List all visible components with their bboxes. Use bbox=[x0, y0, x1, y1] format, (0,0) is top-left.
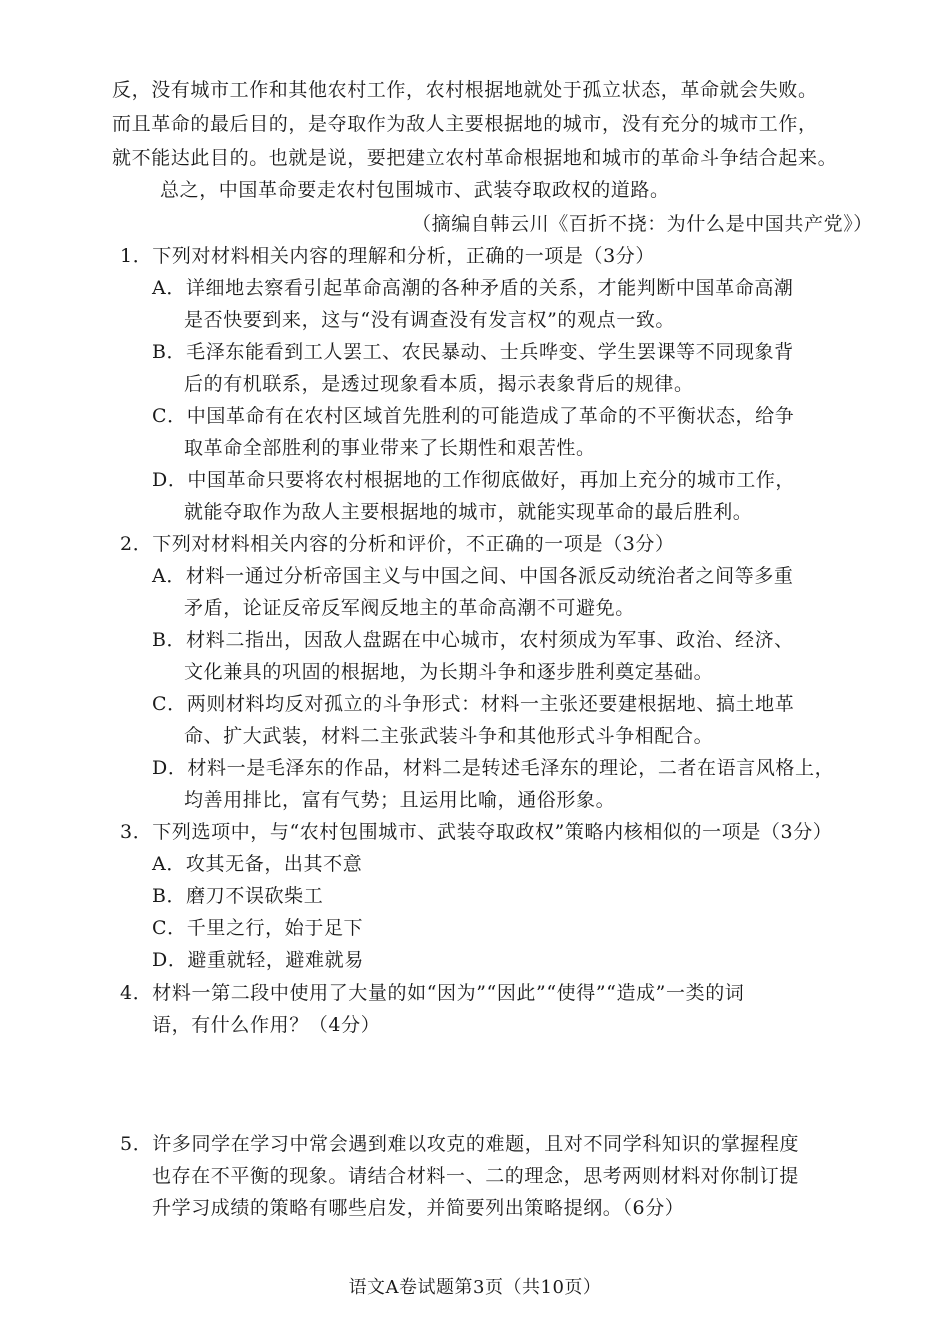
page-footer: 语文A卷试题第3页（共10页） bbox=[348, 1277, 602, 1298]
passage-conclusion: 总之，中国革命要走农村包围城市、武装夺取政权的道路。 bbox=[160, 179, 670, 201]
question-4-stem: 4．材料一第二段中使用了大量的如“因为”“因此”“使得”“造成”一类的词 bbox=[120, 982, 745, 1004]
question-1-stem: 1．下列对材料相关内容的理解和分析，正确的一项是（3分） bbox=[120, 245, 655, 267]
question-2-option-a: A．材料一通过分析帝国主义与中国之间、中国各派反动统治者之间等多重 bbox=[152, 565, 794, 587]
question-2-option-c-cont: 命、扩大武装，材料二主张武装斗争和其他形式斗争相配合。 bbox=[184, 725, 714, 747]
question-1-option-c: C．中国革命有在农村区域首先胜利的可能造成了革命的不平衡状态，给争 bbox=[152, 405, 795, 427]
passage-line: 就不能达此目的。也就是说，要把建立农村革命根据地和城市的革命斗争结合起来。 bbox=[112, 147, 838, 169]
question-3-option-c: C．千里之行，始于足下 bbox=[152, 917, 364, 939]
question-4-stem-cont: 语，有什么作用？（4分） bbox=[152, 1014, 381, 1036]
question-3-option-d: D．避重就轻，避难就易 bbox=[152, 949, 364, 971]
question-1-option-a-cont: 是否快要到来，这与“没有调查没有发言权”的观点一致。 bbox=[184, 309, 676, 331]
question-5-stem-cont-2: 升学习成绩的策略有哪些启发，并简要列出策略提纲。（6分） bbox=[152, 1197, 685, 1219]
question-3-stem: 3．下列选项中，与“农村包围城市、武装夺取政权”策略内核相似的一项是（3分） bbox=[120, 821, 833, 843]
question-2-option-b-cont: 文化兼具的巩固的根据地，为长期斗争和逐步胜利奠定基础。 bbox=[184, 661, 714, 683]
question-2-option-d-cont: 均善用排比，富有气势；且运用比喻，通俗形象。 bbox=[184, 789, 616, 811]
question-2-option-d: D．材料一是毛泽东的作品，材料二是转述毛泽东的理论，二者在语言风格上， bbox=[152, 757, 835, 779]
question-2-option-a-cont: 矛盾，论证反帝反军阀反地主的革命高潮不可避免。 bbox=[184, 597, 635, 619]
question-1-option-d-cont: 就能夺取作为敌人主要根据地的城市，就能实现革命的最后胜利。 bbox=[184, 501, 753, 523]
passage-line: 反，没有城市工作和其他农村工作，农村根据地就处于孤立状态，革命就会失败。 bbox=[112, 79, 818, 101]
question-1-option-d: D．中国革命只要将农村根据地的工作彻底做好，再加上充分的城市工作， bbox=[152, 469, 796, 491]
question-3-option-b: B．磨刀不误砍柴工 bbox=[152, 885, 324, 907]
question-1-option-c-cont: 取革命全部胜利的事业带来了长期性和艰苦性。 bbox=[184, 437, 596, 459]
question-1-option-b-cont: 后的有机联系，是透过现象看本质，揭示表象背后的规律。 bbox=[184, 373, 694, 395]
question-5-stem-cont-1: 也存在不平衡的现象。请结合材料一、二的理念，思考两则材料对你制订提 bbox=[152, 1165, 799, 1187]
question-2-option-b: B．材料二指出，因敌人盘踞在中心城市，农村须成为军事、政治、经济、 bbox=[152, 629, 794, 651]
question-3-option-a: A．攻其无备，出其不意 bbox=[152, 853, 363, 875]
question-5-stem: 5．许多同学在学习中常会遇到难以攻克的难题，且对不同学科知识的掌握程度 bbox=[120, 1133, 800, 1155]
question-2-stem: 2．下列对材料相关内容的分析和评价，不正确的一项是（3分） bbox=[120, 533, 675, 555]
question-1-option-a: A．详细地去察看引起革命高潮的各种矛盾的关系，才能判断中国革命高潮 bbox=[152, 277, 794, 299]
passage-line: 而且革命的最后目的，是夺取作为敌人主要根据地的城市，没有充分的城市工作， bbox=[112, 113, 818, 135]
question-1-option-b: B．毛泽东能看到工人罢工、农民暴动、士兵哗变、学生罢课等不同现象背 bbox=[152, 341, 794, 363]
passage-source: （摘编自韩云川《百折不挠：为什么是中国共产党》） bbox=[412, 213, 873, 235]
question-2-option-c: C．两则材料均反对孤立的斗争形式：材料一主张还要建根据地、搞土地革 bbox=[152, 693, 795, 715]
